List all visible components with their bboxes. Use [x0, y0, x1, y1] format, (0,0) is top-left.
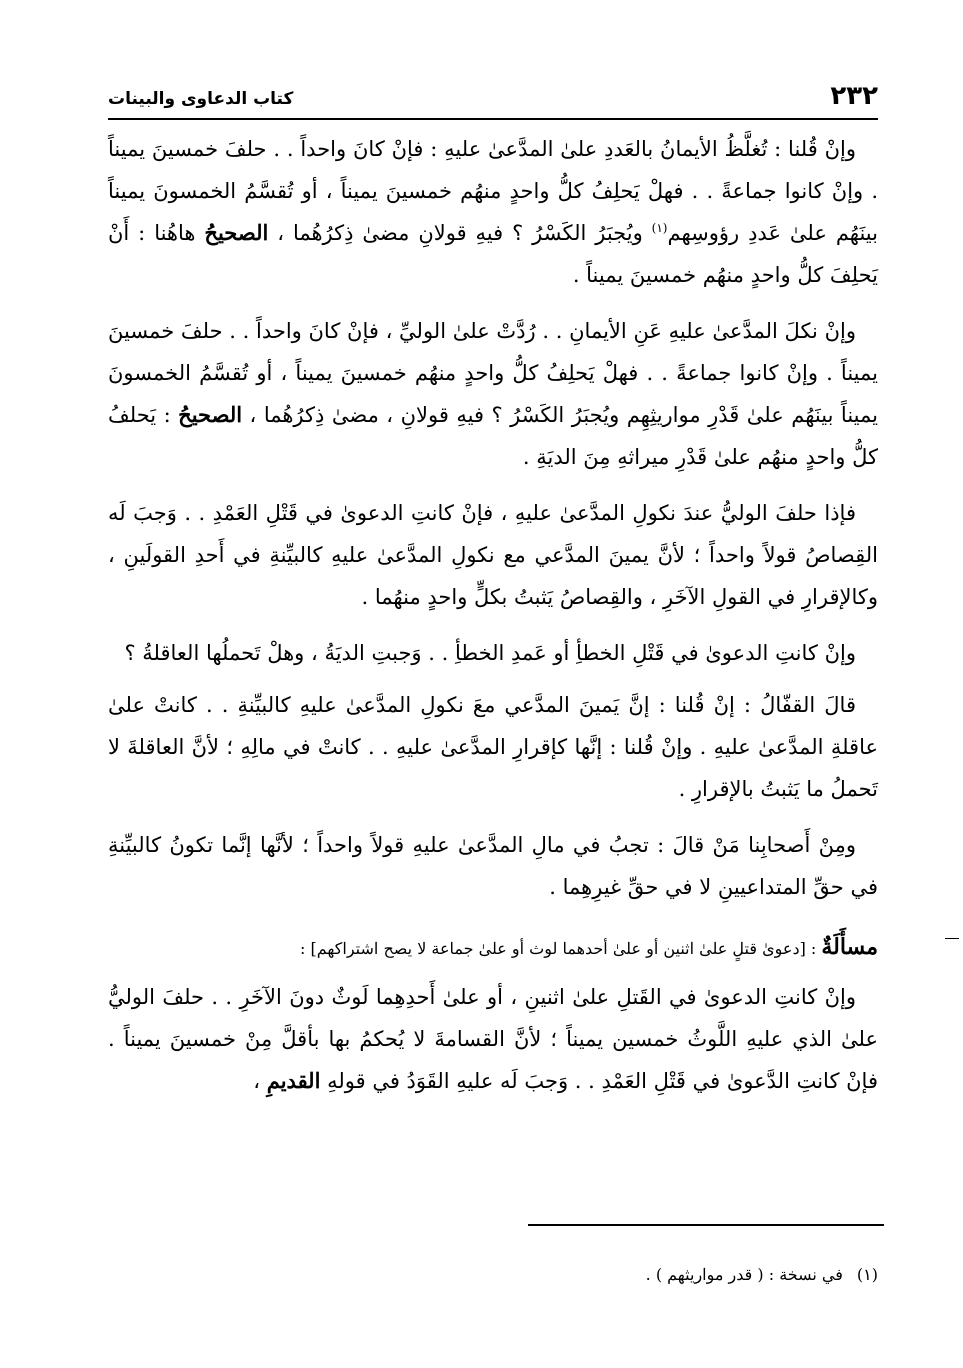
- paragraph-7-bold: القديمِ: [266, 1068, 321, 1093]
- paragraph-4: وإنْ كانتِ الدعوىٰ في قَتْلِ الخطأِ أو عَمدِ الخطأِ . . وَجبتِ الديَةُ ، وهلْ تَحملُها العاقلةُ ؟: [124, 641, 856, 665]
- paragraph-2: [108, 310, 878, 478]
- paragraph-1-bold: الصحيحُ: [204, 220, 269, 245]
- paragraph-7: [108, 976, 878, 1102]
- paragraph-1: [108, 128, 878, 296]
- paragraph-1-text-cont: ويُجبَرُ الكَسْرُ ؟ فيهِ قولانِ مضىٰ ذِكرُهُما ،: [268, 221, 652, 245]
- paragraph-1-text: وإنْ قُلنا : تُغلَّظُ الأيمانُ بالعَددِ علىٰ المدَّعىٰ عليهِ : فإنْ كانَ واحداً . . حلفَ خمسينَ يميناً . وإنْ كانوا جماعةً . . فهلْ يَحلِفُ كلُّ واحدٍ منهُم خمسينَ يميناً ، أو تُقسَّمُ الخمسونَ يميناً بينَهُم علىٰ عَددِ رؤوسِهم: [108, 137, 878, 245]
- paragraph-3: فإذا حلفَ الوليُّ عندَ نكولِ المدَّعىٰ عليهِ ، فإنْ كانتِ الدعوىٰ في قَتْلِ العَمْدِ . . وَجبَ لَه القِصاصُ قولاً واحداً ؛ لأنَّ يمينَ المدَّعي مع نكولِ المدَّعىٰ عليهِ كالبيِّنةِ في أَحدِ القولَينِ ، وكالإقرارِ في القولِ الآخَرِ ، والقِصاصُ يَثبتُ بكلٍّ واحدٍ منهُما .: [108, 501, 878, 609]
- paragraph-2-text-end: : يَحلفُ كلُّ واحدٍ منهُم علىٰ قَدْرِ ميراثهِ مِنَ الديَةِ .: [108, 403, 878, 469]
- footnote-text: في نسخة : ( قدر مواريثهم ) .: [645, 1265, 843, 1284]
- footnote-reference: (١): [651, 221, 668, 235]
- paragraph-7-text-end: ،: [253, 1069, 267, 1093]
- footnote-rule: [528, 1224, 884, 1226]
- paragraph-1-text-end: هاهُنا : أَنْ يَحلِفَ كلُّ واحدٍ منهُم خمسينَ يميناً .: [108, 221, 878, 287]
- margin-mark: [945, 938, 959, 939]
- masala-subtitle: : [دعوىٰ قتلٍ علىٰ اثنين أو علىٰ أحدهما لوث أو علىٰ جماعة لا يصح اشتراكهم] :: [300, 939, 822, 958]
- paragraph-2-text: وإنْ نكلَ المدَّعىٰ عليهِ عَنِ الأيمانِ . . رُدَّتْ علىٰ الوليِّ ، فإنْ كانَ واحداً . . حلفَ خمسينَ يميناً . وإنْ كانوا جماعةً . . فهلْ يَحلِفُ كلُّ واحدٍ منهُم خمسينَ يميناً ، أو تُقسَّمُ الخمسونَ يميناً بينَهُم علىٰ قَدْرِ مواريثِهِم ويُجبَرُ الكَسْرُ ؟ فيهِ قولانِ ، مضىٰ ذِكرُهُما ،: [108, 319, 878, 427]
- paragraph-5: قالَ القفّالُ : إنْ قُلنا : إنَّ يَمينَ المدَّعي معَ نكولِ المدَّعىٰ عليهِ كالبيِّنةِ . . كانتْ علىٰ عاقلةِ المدَّعىٰ عليهِ . وإنْ قُلنا : إنَّها كإقرارِ المدَّعىٰ عليهِ . . كانتْ في مالِهِ ؛ لأنَّ العاقلةَ لا تَحملُ ما يَثبتُ بالإقرارِ .: [108, 693, 878, 801]
- masala-heading: [108, 926, 878, 970]
- header-rule: [108, 118, 878, 120]
- running-title: كتاب الدعاوى والبينات: [108, 89, 294, 109]
- paragraph-2-bold: الصحيحُ: [178, 402, 243, 427]
- masala-title: مسأَلَةٌ: [821, 934, 878, 960]
- main-text: [108, 128, 878, 1116]
- footnote-number: (١): [856, 1265, 878, 1284]
- page-header: [108, 72, 878, 112]
- paragraph-7-text: وإنْ كانتِ الدعوىٰ في القَتلِ علىٰ اثنينِ ، أو علىٰ أَحدِهِما لَوثٌ دونَ الآخَرِ . . حلفَ الوليُّ علىٰ الذي عليهِ اللَّوثُ خمسين يميناً ؛ لأنَّ القسامةَ لا يُحكمُ بها بأقلَّ مِنْ خمسينَ يميناً . فإنْ كانتِ الدَّعوىٰ في قَتْلِ العَمْدِ . . وَجبَ لَه عليهِ القَوَدُ في قولهِ: [108, 985, 878, 1093]
- paragraph-6: ومِنْ أَصحابِنا مَنْ قالَ : تجبُ في مالِ المدَّعىٰ عليهِ قولاً واحداً ؛ لأنَّها إنَّما تكونُ كالبيِّنةِ في حقِّ المتداعيينِ لا في حقِّ غيرِهِما .: [108, 833, 878, 899]
- page-number: ٢٣٢: [830, 81, 878, 111]
- footnote: [108, 1262, 878, 1288]
